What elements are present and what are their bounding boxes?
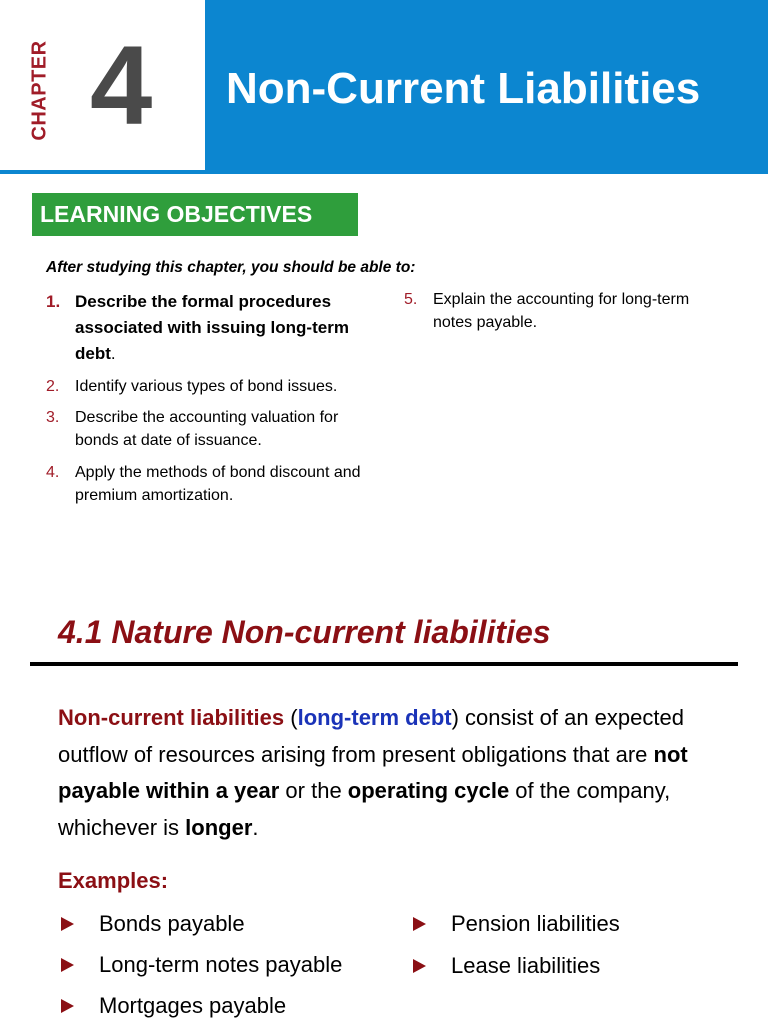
objective-text [75,289,375,367]
triangle-bullet-icon [61,958,74,972]
definition-text-4: . [252,814,259,840]
section-rule [30,662,738,666]
objective-number: 5. [404,291,418,308]
definition-term: Non-current liabilities [58,705,285,730]
triangle-bullet-icon [413,917,426,931]
objective-text: Apply the methods of bond discount and premium amortization. [75,464,361,504]
objective-number: 3. [46,409,60,426]
objective-text-trail: . [110,344,116,363]
examples-label: Examples: [58,868,169,893]
example-label: Lease liabilities [451,953,601,978]
chapter-word: CHAPTER [28,39,51,141]
chapter-label [20,36,60,144]
definition-emphasis-2: operating cycle [347,778,510,803]
learning-objectives-intro: After studying this chapter, you should be able to: [46,259,416,276]
definition-alt-term: long-term debt [297,705,452,730]
definition-emphasis-3: longer [185,814,253,840]
example-label: Bonds payable [99,911,245,936]
definition-emphasis-1: not payable within a year [58,741,688,803]
objective-number: 2. [46,378,60,395]
header-rule [0,170,768,174]
section-title: 4.1 Nature Non-current liabilities [58,614,551,650]
definition-open-paren: ( [284,705,298,730]
triangle-bullet-icon [61,917,74,931]
definition-text-1: ) consist of an expected outflow of resources arising from present obligations that are [58,705,684,767]
example-label: Long-term notes payable [99,952,343,977]
example-label: Pension liabilities [451,911,620,936]
objective-number: 4. [46,464,60,481]
example-label: Mortgages payable [99,993,287,1018]
objective-text: Describe the accounting valuation for bonds at date of issuance. [75,409,339,449]
triangle-bullet-icon [413,959,426,973]
definition-text-2: or the [279,778,348,803]
definition-paragraph [58,700,738,846]
objective-text: Identify various types of bond issues. [75,378,338,395]
chapter-number: 4 [90,23,153,148]
objective-number: 1. [46,292,61,311]
learning-objectives-heading: LEARNING OBJECTIVES [32,193,358,236]
objective-text-main: Describe the formal procedures associated with issuing long-term debt [75,292,349,363]
objective-text: Explain the accounting for long-term notes payable. [433,291,690,331]
chapter-title: Non-Current Liabilities [226,64,701,113]
triangle-bullet-icon [61,999,74,1013]
definition-text-3: of the company, whichever is [58,778,671,840]
